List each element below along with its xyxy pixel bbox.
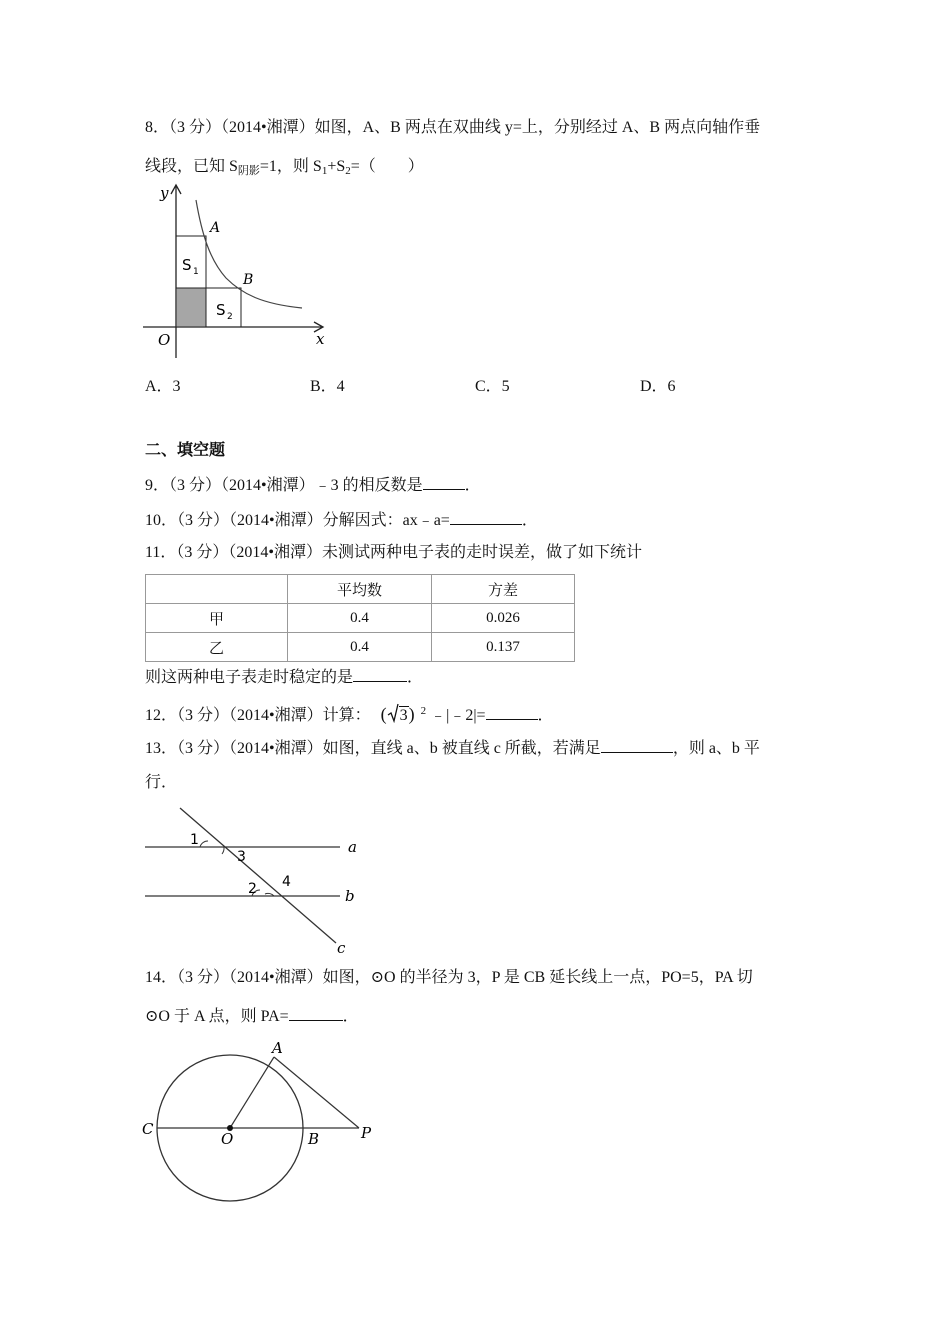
q10-text: 10．（3 分）（2014•湘潭）分解因式：ax﹣a= bbox=[145, 512, 450, 529]
q11-stats-table bbox=[145, 574, 575, 662]
q8-shaded-rect bbox=[176, 288, 206, 327]
q8-choice-d[interactable]: D．6 bbox=[640, 378, 676, 395]
q12-paren-close: ) bbox=[408, 704, 415, 724]
q14-label-o: O bbox=[221, 1130, 234, 1148]
q10-end: ． bbox=[521, 512, 538, 529]
table-cell: 乙 bbox=[146, 633, 288, 662]
q11-end: ． bbox=[407, 669, 424, 686]
q8-line2-a: 线段，已知 S bbox=[145, 158, 238, 175]
table-cell: 甲 bbox=[146, 604, 288, 633]
q13-label-b: b bbox=[345, 887, 355, 905]
q14-label-c: C bbox=[142, 1120, 154, 1138]
q12-power: 2 bbox=[420, 705, 427, 717]
q14-radius-oa bbox=[230, 1057, 274, 1128]
q11-after-text: 则这两种电子表走时稳定的是 bbox=[145, 669, 354, 686]
q12-radical-icon bbox=[387, 703, 399, 729]
q11-answer-blank[interactable] bbox=[353, 666, 407, 682]
q14-end: ． bbox=[342, 1008, 359, 1025]
q9-answer-blank[interactable] bbox=[423, 474, 465, 490]
q12-answer-blank[interactable] bbox=[486, 704, 538, 720]
q14-line1: 14．（3 分）（2014•湘潭）如图，⊙O 的半径为 3，P 是 CB 延长线上一点，PO=5，PA 切 bbox=[145, 969, 753, 986]
q8-hyperbola-curve bbox=[196, 200, 302, 308]
q13-label-1: 1 bbox=[190, 832, 199, 848]
q13-text-end: ，则 a、b 平 bbox=[672, 740, 760, 757]
q14-label-b: B bbox=[308, 1130, 320, 1148]
q13-angle1-arc bbox=[200, 841, 208, 847]
q14-text: ⊙O 于 A 点，则 PA= bbox=[145, 1008, 289, 1025]
q8-label-s1: S bbox=[182, 256, 192, 274]
q11-line: 11．（3 分）（2014•湘潭）未测试两种电子表的走时误差，做了如下统计 bbox=[145, 544, 643, 561]
q8-line2-c: +S bbox=[327, 158, 346, 175]
q13-line-c bbox=[180, 808, 336, 943]
q13-label-a: a bbox=[348, 838, 357, 856]
q13-label-3: 3 bbox=[237, 849, 246, 865]
table-header-cell: 方差 bbox=[432, 575, 575, 604]
q14-line2 bbox=[145, 1005, 359, 1027]
q14-circle-figure bbox=[135, 1040, 385, 1210]
q8-hyperbola-figure bbox=[140, 180, 340, 360]
q8-line2 bbox=[145, 157, 424, 181]
q8-label-o: O bbox=[158, 331, 171, 349]
q12-expression bbox=[381, 703, 415, 729]
q14-label-p: P bbox=[361, 1124, 372, 1142]
q14-tangent-pa bbox=[274, 1057, 359, 1128]
q12-line bbox=[145, 701, 554, 729]
q14-label-a: A bbox=[272, 1040, 283, 1057]
q13-line1 bbox=[145, 737, 760, 759]
q11-after-line bbox=[145, 666, 423, 688]
q12-radicand: 3 bbox=[399, 707, 408, 724]
table-cell: 0.026 bbox=[432, 604, 575, 633]
q9-line bbox=[145, 474, 481, 496]
q10-line bbox=[145, 509, 538, 531]
q13-label-4: 4 bbox=[282, 874, 291, 890]
table-row bbox=[146, 604, 575, 633]
q10-answer-blank[interactable] bbox=[450, 509, 522, 525]
q9-end: ． bbox=[464, 477, 481, 494]
q8-label-a: A bbox=[210, 220, 221, 236]
q8-label-s2: S bbox=[216, 301, 226, 319]
q8-choice-b[interactable]: B．4 bbox=[310, 378, 345, 395]
q8-label-s1-sub: 1 bbox=[193, 267, 199, 277]
q8-label-y: y bbox=[160, 184, 169, 202]
q8-choice-a[interactable]: A．3 bbox=[145, 378, 181, 395]
q8-label-x: x bbox=[316, 330, 325, 348]
q8-line1: 8．（3 分）（2014•湘潭）如图，A、B 两点在双曲线 y=上，分别经过 A、B 两点向轴作垂 bbox=[145, 119, 761, 136]
q9-text: 9．（3 分）（2014•湘潭）﹣3 的相反数是 bbox=[145, 477, 423, 494]
q8-shadow-sub: 阴影 bbox=[237, 165, 260, 177]
q8-s1-sub: 1 bbox=[321, 165, 328, 177]
section-title: 二、填空题 bbox=[145, 440, 226, 459]
table-cell: 0.137 bbox=[432, 633, 575, 662]
q13-parallel-lines-figure bbox=[140, 800, 370, 960]
q12-paren-open: ( bbox=[380, 704, 387, 724]
q14-answer-blank[interactable] bbox=[289, 1005, 343, 1021]
table-header-cell bbox=[146, 575, 288, 604]
q8-line2-d: =（ ） bbox=[350, 158, 424, 175]
q13-label-c: c bbox=[337, 939, 346, 957]
q8-label-b: B bbox=[243, 272, 254, 288]
q12-rest: ﹣|﹣2|= bbox=[430, 707, 486, 724]
q13-line2: 行． bbox=[145, 774, 178, 791]
q8-line2-b: =1，则 S bbox=[259, 158, 322, 175]
q12-text: 12．（3 分）（2014•湘潭）计算： bbox=[145, 707, 371, 724]
table-row bbox=[146, 575, 575, 604]
q8-s2-sub: 2 bbox=[345, 165, 351, 177]
table-row bbox=[146, 633, 575, 662]
q8-label-s2-sub: 2 bbox=[227, 312, 233, 322]
table-cell: 0.4 bbox=[288, 604, 432, 633]
q13-answer-blank[interactable] bbox=[601, 737, 673, 753]
q13-label-2: 2 bbox=[248, 881, 257, 897]
q12-end: ． bbox=[537, 707, 554, 724]
table-cell: 0.4 bbox=[288, 633, 432, 662]
q13-text: 13．（3 分）（2014•湘潭）如图，直线 a、b 被直线 c 所截，若满足 bbox=[145, 740, 601, 757]
table-header-cell: 平均数 bbox=[288, 575, 432, 604]
q13-angle3-arc bbox=[222, 847, 224, 854]
q8-choice-c[interactable]: C．5 bbox=[475, 378, 510, 395]
